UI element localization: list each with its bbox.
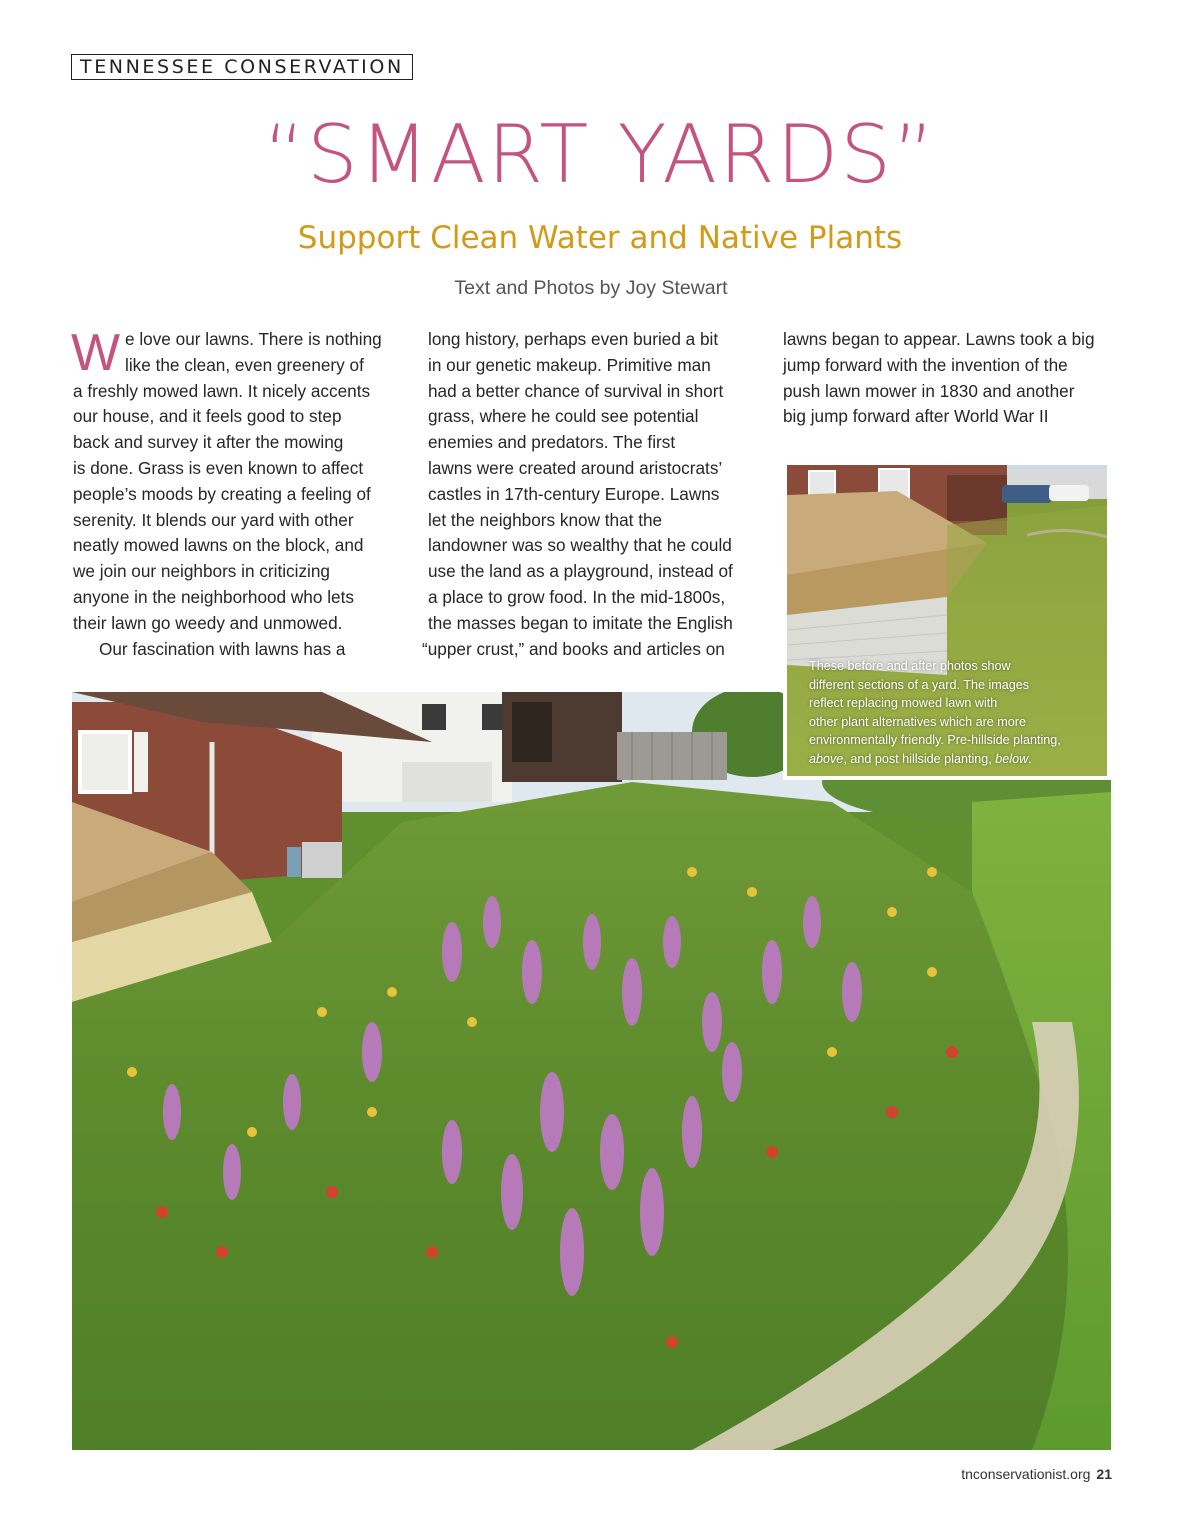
text-line: jump forward with the invention of the [783,354,1068,375]
byline: Text and Photos by Joy Stewart [454,277,728,299]
caption-emphasis: below [995,751,1029,766]
caption-text: . [1028,751,1032,766]
text-line: neatly mowed lawns on the block, and [73,535,364,556]
text-line: the masses began to imitate the English [428,612,733,633]
text-line: enemies and predators. The first [428,432,676,453]
caption-text: , and post hillside planting, [843,751,996,766]
section-header [71,54,1200,80]
caption-line: These before and after photos show [809,659,1011,673]
article-title: “SMART YARDS” [263,108,937,201]
text-line: lawns were created around aristocrats’ [428,457,723,478]
text-line: is done. Grass is even known to affect [73,457,364,478]
page-number: 21 [1096,1466,1112,1482]
text-line: we join our neighbors in criticizing [73,561,330,582]
caption-line: environmentally friendly. Pre-hillside planting, [809,733,1061,748]
text-line: grass, where he could see potential [428,406,699,427]
article-column-1 [71,324,403,662]
text-line: like the clean, even greenery of [125,354,364,375]
article-column-2 [422,327,758,662]
text-line: e love our lawns. There is nothing [125,329,382,349]
text-line: serenity. It blends our yard with other [73,509,354,530]
text-line: lawns began to appear. Lawns took a big [783,329,1095,349]
footer-site: tnconservationist.org [961,1466,1091,1482]
caption-line [809,750,1109,769]
text-line: had a better chance of survival in short [428,380,724,401]
text-line: in our genetic makeup. Primitive man [428,354,711,375]
text-line: anyone in the neighborhood who lets [73,586,354,607]
article-column-3 [783,327,1113,430]
text-line: people’s moods by creating a feeling of [73,483,371,504]
text-line: a freshly mowed lawn. It nicely accents [73,380,371,401]
text-line: castles in 17th-century Europe. Lawns [428,483,720,504]
text-line: back and survey it after the mowing [73,432,344,453]
caption-line: different sections of a yard. The images [809,677,1030,692]
text-line: landowner was so wealthy that he could [428,535,732,556]
section-label: TENNESSEE CONSERVATION [71,54,413,80]
text-line: let the neighbors know that the [428,509,663,530]
after-photo [72,692,1111,1450]
drop-cap: W [71,324,121,382]
text-line: long history, perhaps even buried a bit [428,329,719,349]
before-photo [783,461,1111,780]
after-photo-illustration [72,692,1111,1450]
photo-caption [809,657,1109,769]
text-line: big jump forward after World War II [783,406,1049,427]
text-line: our house, and it feels good to step [73,406,342,427]
text-line: Our fascination with lawns has a [99,638,346,659]
caption-line: reflect replacing mowed lawn with [809,696,998,711]
text-line: push lawn mower in 1830 and another [783,380,1075,401]
text-line: their lawn go weedy and unmowed. [73,612,343,633]
text-line: a place to grow food. In the mid-1800s, [428,586,726,607]
text-line: use the land as a playground, instead of [428,561,733,582]
page-footer [961,1466,1112,1482]
caption-emphasis: above [809,751,844,766]
text-line: “upper crust,” and books and articles on [422,638,725,659]
article-subtitle: Support Clean Water and Native Plants [297,220,903,256]
caption-line: other plant alternatives which are more [809,714,1027,729]
